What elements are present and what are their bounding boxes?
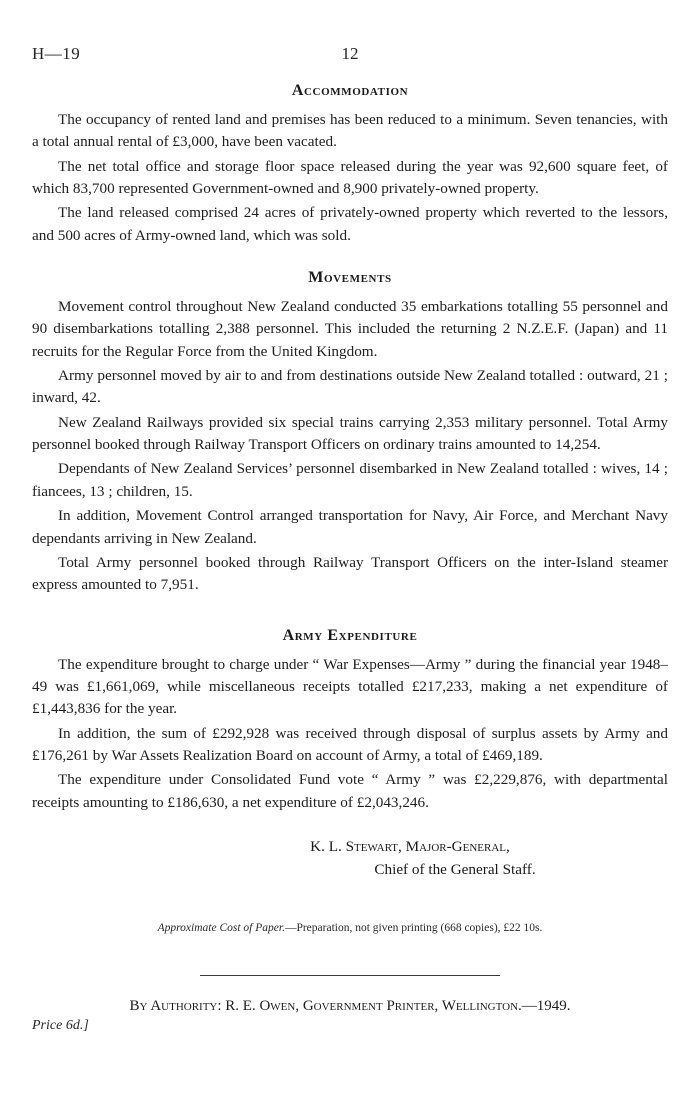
section-accommodation [32, 82, 668, 247]
document-body [32, 82, 668, 882]
section-heading-accommodation: Accommodation [291, 82, 409, 99]
paragraph: Movement control throughout New Zealand conducted 35 embarkations totalling 55 personnel and 90 disembarkations totalling 2,388 personnel. This included the returning 2 N.Z.E.F. (Japan) and 11 recruits for the Regular Force from the United Kingdom. [32, 298, 668, 360]
price-note: Price 6d.] [32, 1018, 89, 1033]
footer-divider [200, 975, 500, 976]
authority-line [0, 998, 700, 1015]
document-id: H—19 [32, 44, 81, 63]
paragraph: New Zealand Railways provided six special trains carrying 2,353 military personnel. Total Army personnel booked through Railway Transport Officers on ordinary trains amounted to 14,254. [32, 413, 668, 454]
signatory-name: K. L. Stewart, Major-General, [310, 837, 510, 855]
section-heading-army-expenditure: Army Expenditure [282, 626, 418, 644]
page-header [0, 44, 700, 68]
cost-note-label: Approximate Cost of Paper. [157, 922, 285, 934]
paragraph: Dependants of New Zealand Services’ personnel disembarked in New Zealand totalled : wives, 14 ; fiancees, 13 ; children, 15. [32, 460, 668, 500]
paragraph: Army personnel moved by air to and from destinations outside New Zealand totalled : outward, 21 ; inward, 42. [32, 367, 668, 407]
paragraph: In addition, Movement Control arranged transportation for Navy, Air Force, and Merchant Navy dependants arriving in New Zealand. [32, 507, 668, 547]
section-spacer [32, 247, 668, 269]
page-number: 12 [341, 44, 359, 63]
paragraph: In addition, the sum of £292,928 was received through disposal of surplus assets by Army and £176,261 by War Assets Realization Board on account of Army, a total of £469,189. [32, 724, 668, 764]
section-movements [32, 269, 668, 596]
paragraph: The occupancy of rented land and premises has been reduced to a minimum. Seven tenancies, with a total annual rental of £3,000, have been vacated. [32, 111, 668, 151]
section-spacer [32, 597, 668, 627]
signatory-title: Chief of the General Staff. [374, 860, 536, 878]
paragraph: The expenditure brought to charge under “ War Expenses—Army ” during the financial year 1948–49 was £1,661,069, while miscellaneous receipts totalled £217,233, making a net expenditure of £1,443,836 for the year. [32, 655, 668, 718]
section-heading-movements: Movements [308, 269, 392, 287]
cost-note-detail: —Preparation, not given printing (668 copies), £22 10s. [284, 922, 543, 934]
paragraph: The land released comprised 24 acres of privately-owned property which reverted to the lessors, and 500 acres of Army-owned land, which was sold. [32, 204, 668, 244]
cost-of-paper-note [0, 922, 700, 934]
paragraph: The expenditure under Consolidated Fund vote “ Army ” was £2,229,876, with departmental receipts amounting to £186,630, a net expenditure of £2,043,246. [32, 771, 668, 811]
authority-text: By Authority: R. E. Owen, Government Printer, Wellington.—1949. [129, 998, 571, 1014]
signature-block [32, 836, 668, 882]
paragraph: The net total office and storage floor space released during the year was 92,600 square feet, of which 83,700 represented Government-owned and 8,900 privately-owned property. [32, 157, 668, 198]
section-army-expenditure [32, 627, 668, 814]
paragraph: Total Army personnel booked through Railway Transport Officers on the inter-Island steamer express amounted to 7,951. [32, 553, 668, 594]
